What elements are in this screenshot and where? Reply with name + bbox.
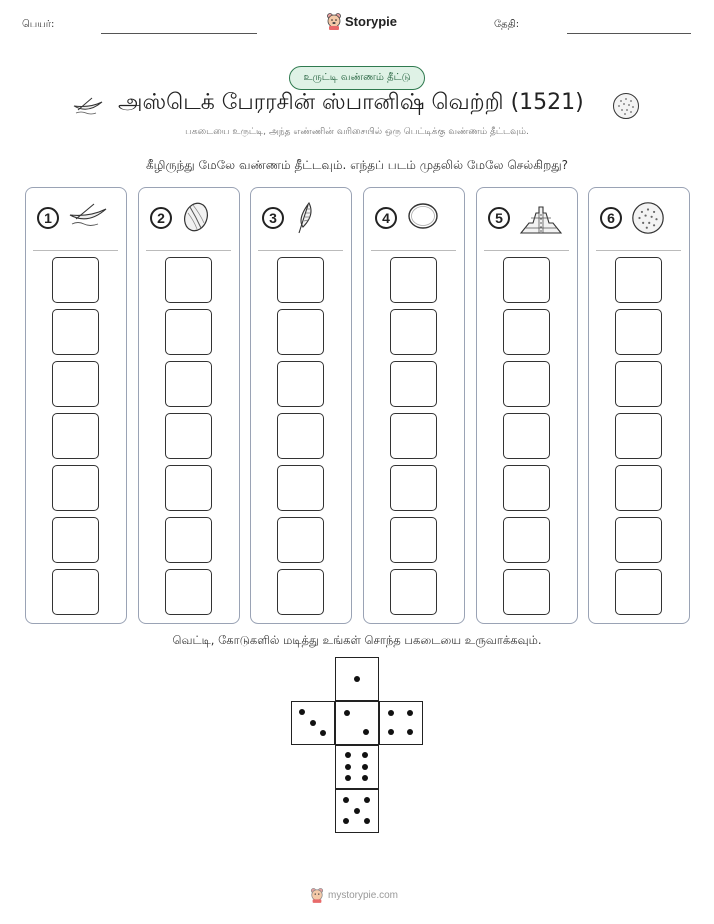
color-box[interactable] (503, 361, 550, 407)
dice-pip (362, 752, 368, 758)
round-shield-icon (612, 92, 640, 120)
name-label: பெயர்: (22, 19, 55, 30)
dice-pip (343, 818, 349, 824)
coloring-instruction: கீழிருந்து மேலே வண்ணம் தீட்டவும். எந்தப் படம் முதலில் மேலே செல்கிறது? (145, 158, 569, 172)
color-box[interactable] (615, 413, 662, 459)
color-box[interactable] (165, 413, 212, 459)
color-box[interactable] (615, 569, 662, 615)
column-divider (596, 250, 681, 251)
color-box[interactable] (390, 257, 437, 303)
dice-face (379, 701, 423, 745)
dice-pip (407, 710, 413, 716)
color-box[interactable] (165, 309, 212, 355)
dice-pip (345, 752, 351, 758)
column-1 (25, 187, 127, 624)
page-subtitle: பகடையை உருட்டி, அந்த எண்ணின் வரிசையில் ஒரு பெட்டிக்கு வண்ணம் தீட்டவும். (185, 127, 529, 137)
column-number: 6 (600, 207, 622, 229)
dice-face (335, 657, 379, 701)
column-6 (588, 187, 690, 624)
date-label: தேதி: (494, 19, 520, 30)
color-box[interactable] (503, 517, 550, 563)
color-box[interactable] (615, 361, 662, 407)
column-divider (33, 250, 118, 251)
color-box[interactable] (615, 517, 662, 563)
color-box[interactable] (165, 569, 212, 615)
column-divider (146, 250, 231, 251)
color-box[interactable] (277, 361, 324, 407)
color-box[interactable] (52, 361, 99, 407)
column-2 (138, 187, 240, 624)
color-box[interactable] (52, 569, 99, 615)
color-box[interactable] (390, 413, 437, 459)
feather-icon (293, 201, 315, 239)
color-box[interactable] (615, 465, 662, 511)
dice-pip (354, 676, 360, 682)
color-box[interactable] (165, 257, 212, 303)
color-box[interactable] (503, 465, 550, 511)
footer (310, 887, 398, 903)
color-box[interactable] (503, 309, 550, 355)
color-box[interactable] (615, 309, 662, 355)
color-box[interactable] (277, 517, 324, 563)
footer-url[interactable]: mystorypie.com (328, 889, 399, 901)
color-box[interactable] (390, 309, 437, 355)
color-box[interactable] (52, 465, 99, 511)
column-3 (250, 187, 352, 624)
color-box[interactable] (390, 569, 437, 615)
bear-logo-icon (326, 12, 342, 30)
bear-logo-icon (310, 887, 324, 903)
dice-pip (320, 730, 326, 736)
color-box[interactable] (277, 257, 324, 303)
color-box[interactable] (52, 413, 99, 459)
column-divider (484, 250, 569, 251)
date-line[interactable] (567, 33, 691, 34)
dice-pip (362, 775, 368, 781)
color-box[interactable] (52, 257, 99, 303)
dice-face (291, 701, 335, 745)
activity-badge: உருட்டி வண்ணம் தீட்டு (289, 66, 425, 90)
dice-pip (364, 797, 370, 803)
dice-pip (343, 797, 349, 803)
color-box[interactable] (277, 309, 324, 355)
pyramid-icon (519, 201, 563, 239)
dice-face (335, 745, 379, 789)
color-box[interactable] (277, 569, 324, 615)
cacao-bean-icon (181, 201, 211, 237)
color-box[interactable] (390, 517, 437, 563)
dice-pip (364, 818, 370, 824)
canoe-icon (72, 96, 104, 116)
column-5 (476, 187, 578, 624)
column-number: 3 (262, 207, 284, 229)
dice-face (335, 701, 379, 745)
color-box[interactable] (503, 413, 550, 459)
dice-pip (362, 764, 368, 770)
color-box[interactable] (503, 257, 550, 303)
dice-pip (345, 764, 351, 770)
color-box[interactable] (165, 361, 212, 407)
color-box[interactable] (165, 465, 212, 511)
dice-pip (310, 720, 316, 726)
color-box[interactable] (615, 257, 662, 303)
dice-pip (354, 808, 360, 814)
color-box[interactable] (165, 517, 212, 563)
dice-pip (363, 729, 369, 735)
dice-face (335, 789, 379, 833)
color-box[interactable] (52, 309, 99, 355)
column-number: 5 (488, 207, 510, 229)
canoe-icon (68, 201, 108, 231)
name-line[interactable] (101, 33, 257, 34)
color-box[interactable] (390, 361, 437, 407)
column-number: 4 (375, 207, 397, 229)
round-shield-icon (631, 201, 665, 239)
brand-name: Storypie (345, 13, 398, 29)
dice-pip (407, 729, 413, 735)
column-number: 2 (150, 207, 172, 229)
column-number: 1 (37, 207, 59, 229)
dice-pip (388, 729, 394, 735)
color-box[interactable] (277, 465, 324, 511)
ring-icon (406, 201, 440, 235)
column-4 (363, 187, 465, 624)
color-box[interactable] (52, 517, 99, 563)
brand-logo (326, 12, 397, 30)
page-title: அஸ்டெக் பேரரசின் ஸ்பானிஷ் வெற்றி (1521) (118, 90, 584, 115)
column-divider (258, 250, 343, 251)
dice-instruction: வெட்டி, கோடுகளில் மடித்து உங்கள் சொந்த பகடையை உருவாக்கவும். (172, 633, 542, 647)
dice-pip (344, 710, 350, 716)
dice-pip (299, 709, 305, 715)
color-box[interactable] (390, 465, 437, 511)
color-box[interactable] (503, 569, 550, 615)
dice-pip (345, 775, 351, 781)
dice-pip (388, 710, 394, 716)
column-divider (371, 250, 456, 251)
color-box[interactable] (277, 413, 324, 459)
